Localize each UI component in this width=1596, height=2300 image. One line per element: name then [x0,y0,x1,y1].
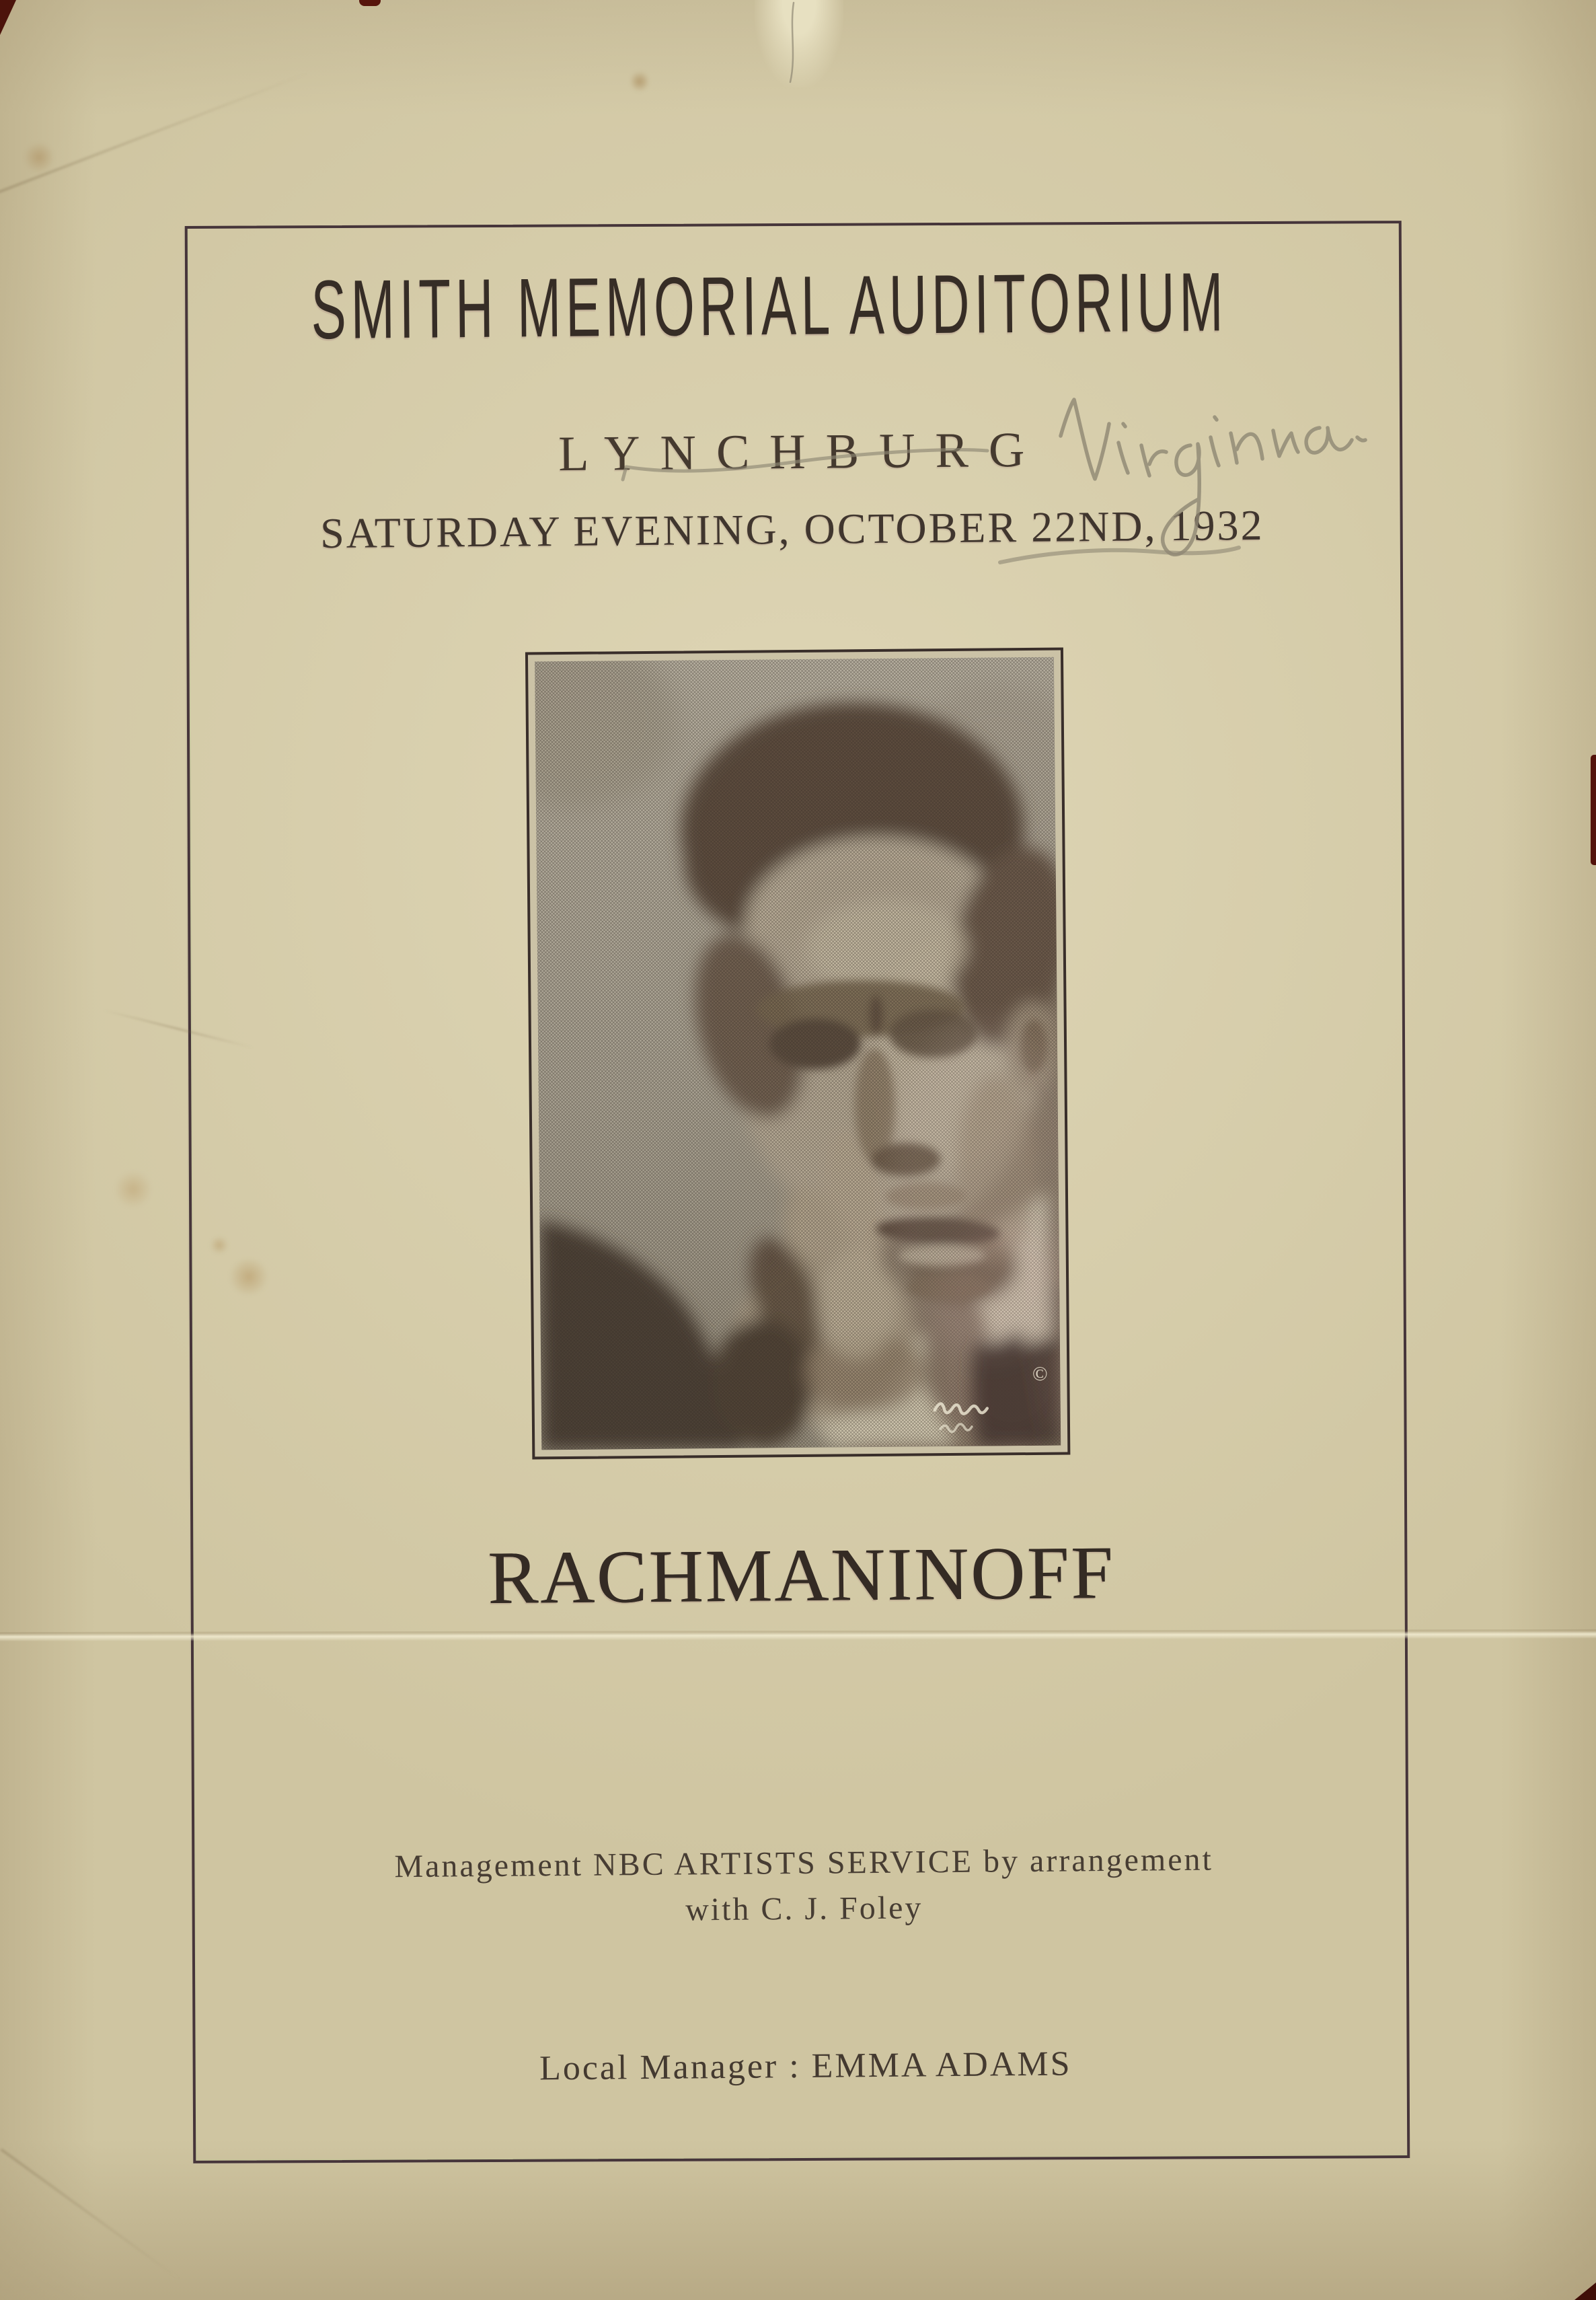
venue-title [0,252,1589,357]
stain-spot [227,1259,270,1294]
paper-tear-top [755,0,843,87]
stain-spot [210,1236,229,1254]
artist-name: RACHMANINOFF [487,1530,1116,1621]
stain-spot [631,70,648,93]
copyright-mark: © [1032,1362,1048,1385]
stain-spot [24,141,54,174]
city-line: LYNCHBURG [558,422,1045,482]
management-line-2: with C. J. Foley [685,1890,923,1928]
date-line: SATURDAY EVENING, OCTOBER 22ND, 1932 [319,500,1264,558]
scan-edge-top [359,0,381,6]
rachmaninoff-portrait-halftone [535,657,1061,1450]
management-credit [5,1834,1596,1939]
management-line-1: Management NBC ARTISTS SERVICE by arrangement [394,1841,1214,1885]
portrait-photo [525,648,1070,1460]
local-manager-line: Local Manager : EMMA ADAMS [539,2044,1072,2088]
stain-spot [116,1169,151,1210]
scan-edge-right [1591,755,1596,865]
venue-title-text: SMITH MEMORIAL AUDITORIUM [310,255,1228,357]
